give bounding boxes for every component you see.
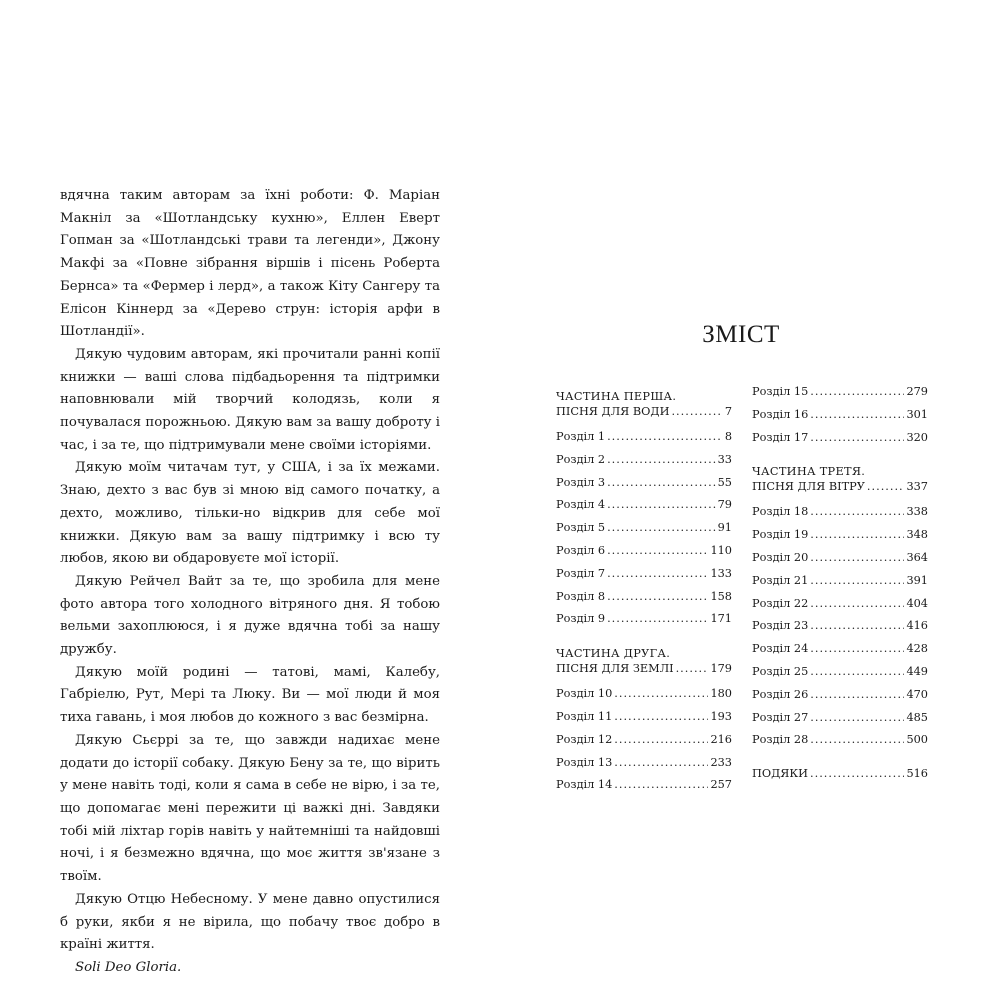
toc-entry[interactable] [556,752,732,775]
page-number: 33 [717,452,732,466]
paragraph: Дякую Рейчел Вайт за те, що зробила для мене фото автора того холодного вітряного дня. Я тобою вельми захоплююся, і я дуже вдячна тобі за нашу дружбу. [60,573,440,658]
paragraph: Дякую моїй родині — татові, мамі, Калебу, Габріелю, Рут, Мері та Люку. Ви — мої люди й моя тиха гавань, і моя любов до кожного з вас безмірна. [60,664,440,726]
toc-entry[interactable] [752,615,928,638]
toc-entry[interactable] [752,638,928,661]
toc-column-right [752,381,928,786]
entry-label: Розділ 19 [752,528,809,542]
entry-label: Розділ 18 [752,505,809,519]
toc-part-two[interactable] [556,642,732,683]
toc-entry[interactable] [556,540,732,563]
toc-entry[interactable] [556,774,732,797]
toc-entry[interactable] [752,524,928,547]
toc-entry[interactable] [752,501,928,524]
entry-label: Розділ 11 [556,709,613,723]
page-number: 233 [710,755,732,769]
toc-entry[interactable] [752,593,928,616]
paragraph: вдячна таким авторам за їхні роботи: Ф. Маріан Макніл за «Шотландську кухню», Еллен Еверт Гопман за «Шотландські трави та легенди», Джону Макфі за «Повне зібрання віршів і пісень Роберта Бернса» та «Фермер і лерд», а також Кіту Сангеру та Елісон Кіннерд за «Дерево струн: історія арфи в Шотландії». [60,188,440,340]
toc-entry[interactable] [556,563,732,586]
acknowledgements-text [60,185,440,980]
page-number: 8 [724,430,732,443]
entry-label: Розділ 14 [556,778,613,792]
page-number: 79 [717,498,732,512]
page-number: 391 [906,573,928,587]
toc-entry[interactable] [752,684,928,707]
entry-label: Розділ 20 [752,550,809,564]
entry-label: Розділ 4 [556,498,606,512]
toc-entry-thanks[interactable] [752,763,928,786]
page-number: 171 [710,612,732,626]
entry-label: ПОДЯКИ [752,767,809,781]
toc-entry[interactable] [752,381,928,404]
entry-label: Розділ 1 [556,430,606,443]
entry-label: Розділ 13 [556,755,613,769]
paragraph: Дякую Сьєррі за те, що завжди надихає мене додати до історії собаку. Дякую Бену за те, що вірить у мене навіть тоді, коли я сама в себе не вірю, і за те, що допомагає мені пережити ці важкі дні. Завдяки тобі мій ліхтар горів навіть у найтемніші та найдовші ночі, і я безмежно вдячна, що моє життя зв'язане з твоїм. [60,732,440,885]
page-number: 179 [710,662,732,676]
entry-label: Розділ 5 [556,521,606,535]
entry-label: Розділ 7 [556,566,606,580]
toc-entry[interactable] [556,608,732,631]
page-number: 110 [710,543,732,557]
page-number: 193 [710,709,732,723]
entry-label: Розділ 2 [556,452,606,466]
page-number: 516 [906,767,928,781]
entry-label: Розділ 15 [752,385,809,398]
toc-entry[interactable] [556,517,732,540]
entry-label: Розділ 16 [752,407,809,421]
toc-column-left [556,385,732,797]
page-number: 337 [906,480,928,494]
toc-entry[interactable] [752,570,928,593]
toc-entry[interactable] [752,661,928,684]
page-number: 416 [906,619,928,633]
page-number: 485 [906,710,928,724]
page-number: 348 [906,528,928,542]
page-number: 301 [906,407,928,421]
page-number: 364 [906,550,928,564]
entry-label: Розділ 12 [556,732,613,746]
part-title: ПІСНЯ ДЛЯ ВОДИ [556,405,670,418]
page-number: 320 [906,430,928,444]
toc-entry[interactable] [752,404,928,427]
toc-entry[interactable] [556,683,732,706]
toc-entry[interactable] [556,729,732,752]
toc-entry[interactable] [556,586,732,609]
page-number: 279 [906,385,928,398]
entry-label: Розділ 24 [752,642,809,656]
toc-part-three[interactable] [752,460,928,501]
page-number: 449 [906,664,928,678]
paragraph: Дякую чудовим авторам, які прочитали ранні копії книжки — ваші слова підбадьорення та підтримки наповнювали мій творчий колодязь, коли я почувалася порожньою. Дякую вам за вашу доброту і час, і за те, що підтримували мене своїми історіями. [60,346,440,453]
toc-entry[interactable] [556,449,732,472]
toc-entry[interactable] [556,426,732,449]
page-number: 91 [717,521,732,535]
paragraph: Дякую моїм читачам тут, у США, і за їх межами. Знаю, дехто з вас був зі мною від самого початку, а дехто, можливо, тільки-но відкрив для себе мої книжки. Дякую вам за вашу підтримку і всю ту любов, якою ви обдаровуєте мої історії. [60,460,440,567]
toc-entry[interactable] [556,494,732,517]
toc-entry[interactable] [752,707,928,730]
entry-label: Розділ 23 [752,619,809,633]
entry-label: Розділ 8 [556,589,606,603]
page-number: 428 [906,642,928,656]
page-number: 180 [710,687,732,701]
entry-label: Розділ 26 [752,687,809,701]
toc-entry[interactable] [556,706,732,729]
entry-label: Розділ 28 [752,733,809,747]
part-heading: ЧАСТИНА ПЕРША. [556,390,677,403]
toc-entry[interactable] [752,427,928,450]
page-number: 500 [906,733,928,747]
entry-label: Розділ 10 [556,687,613,701]
entry-label: Розділ 17 [752,430,809,444]
entry-label: Розділ 6 [556,543,606,557]
toc-part-one[interactable] [556,385,732,426]
part-heading: ЧАСТИНА ТРЕТЯ. [752,465,866,479]
part-heading: ЧАСТИНА ДРУГА. [556,647,671,661]
page-number: 404 [906,596,928,610]
toc-entry[interactable] [752,547,928,570]
toc-title: ЗМІСТ [702,321,780,348]
page-number: 133 [710,566,732,580]
part-title: ПІСНЯ ДЛЯ ЗЕМЛІ [556,662,674,676]
page-number: 470 [906,687,928,701]
page-number: 338 [906,505,928,519]
page-number: 55 [717,475,732,489]
entry-label: Розділ 21 [752,573,809,587]
closing-line: Soli Deo Gloria. [75,959,182,975]
entry-label: Розділ 22 [752,596,809,610]
part-title: ПІСНЯ ДЛЯ ВІТРУ [752,480,865,494]
entry-label: Розділ 27 [752,710,809,724]
toc-entry[interactable] [556,472,732,495]
entry-label: Розділ 9 [556,612,606,626]
page-number: 216 [710,732,732,746]
page-number: 7 [724,405,732,418]
page-number: 257 [710,778,732,792]
paragraph: Дякую Отцю Небесному. У мене давно опустилися б руки, якби я не вірила, що побачу твоє добро в країні життя. [60,891,440,953]
entry-label: Розділ 25 [752,664,809,678]
page-number: 158 [710,589,732,603]
toc-entry[interactable] [752,729,928,752]
entry-label: Розділ 3 [556,475,606,489]
